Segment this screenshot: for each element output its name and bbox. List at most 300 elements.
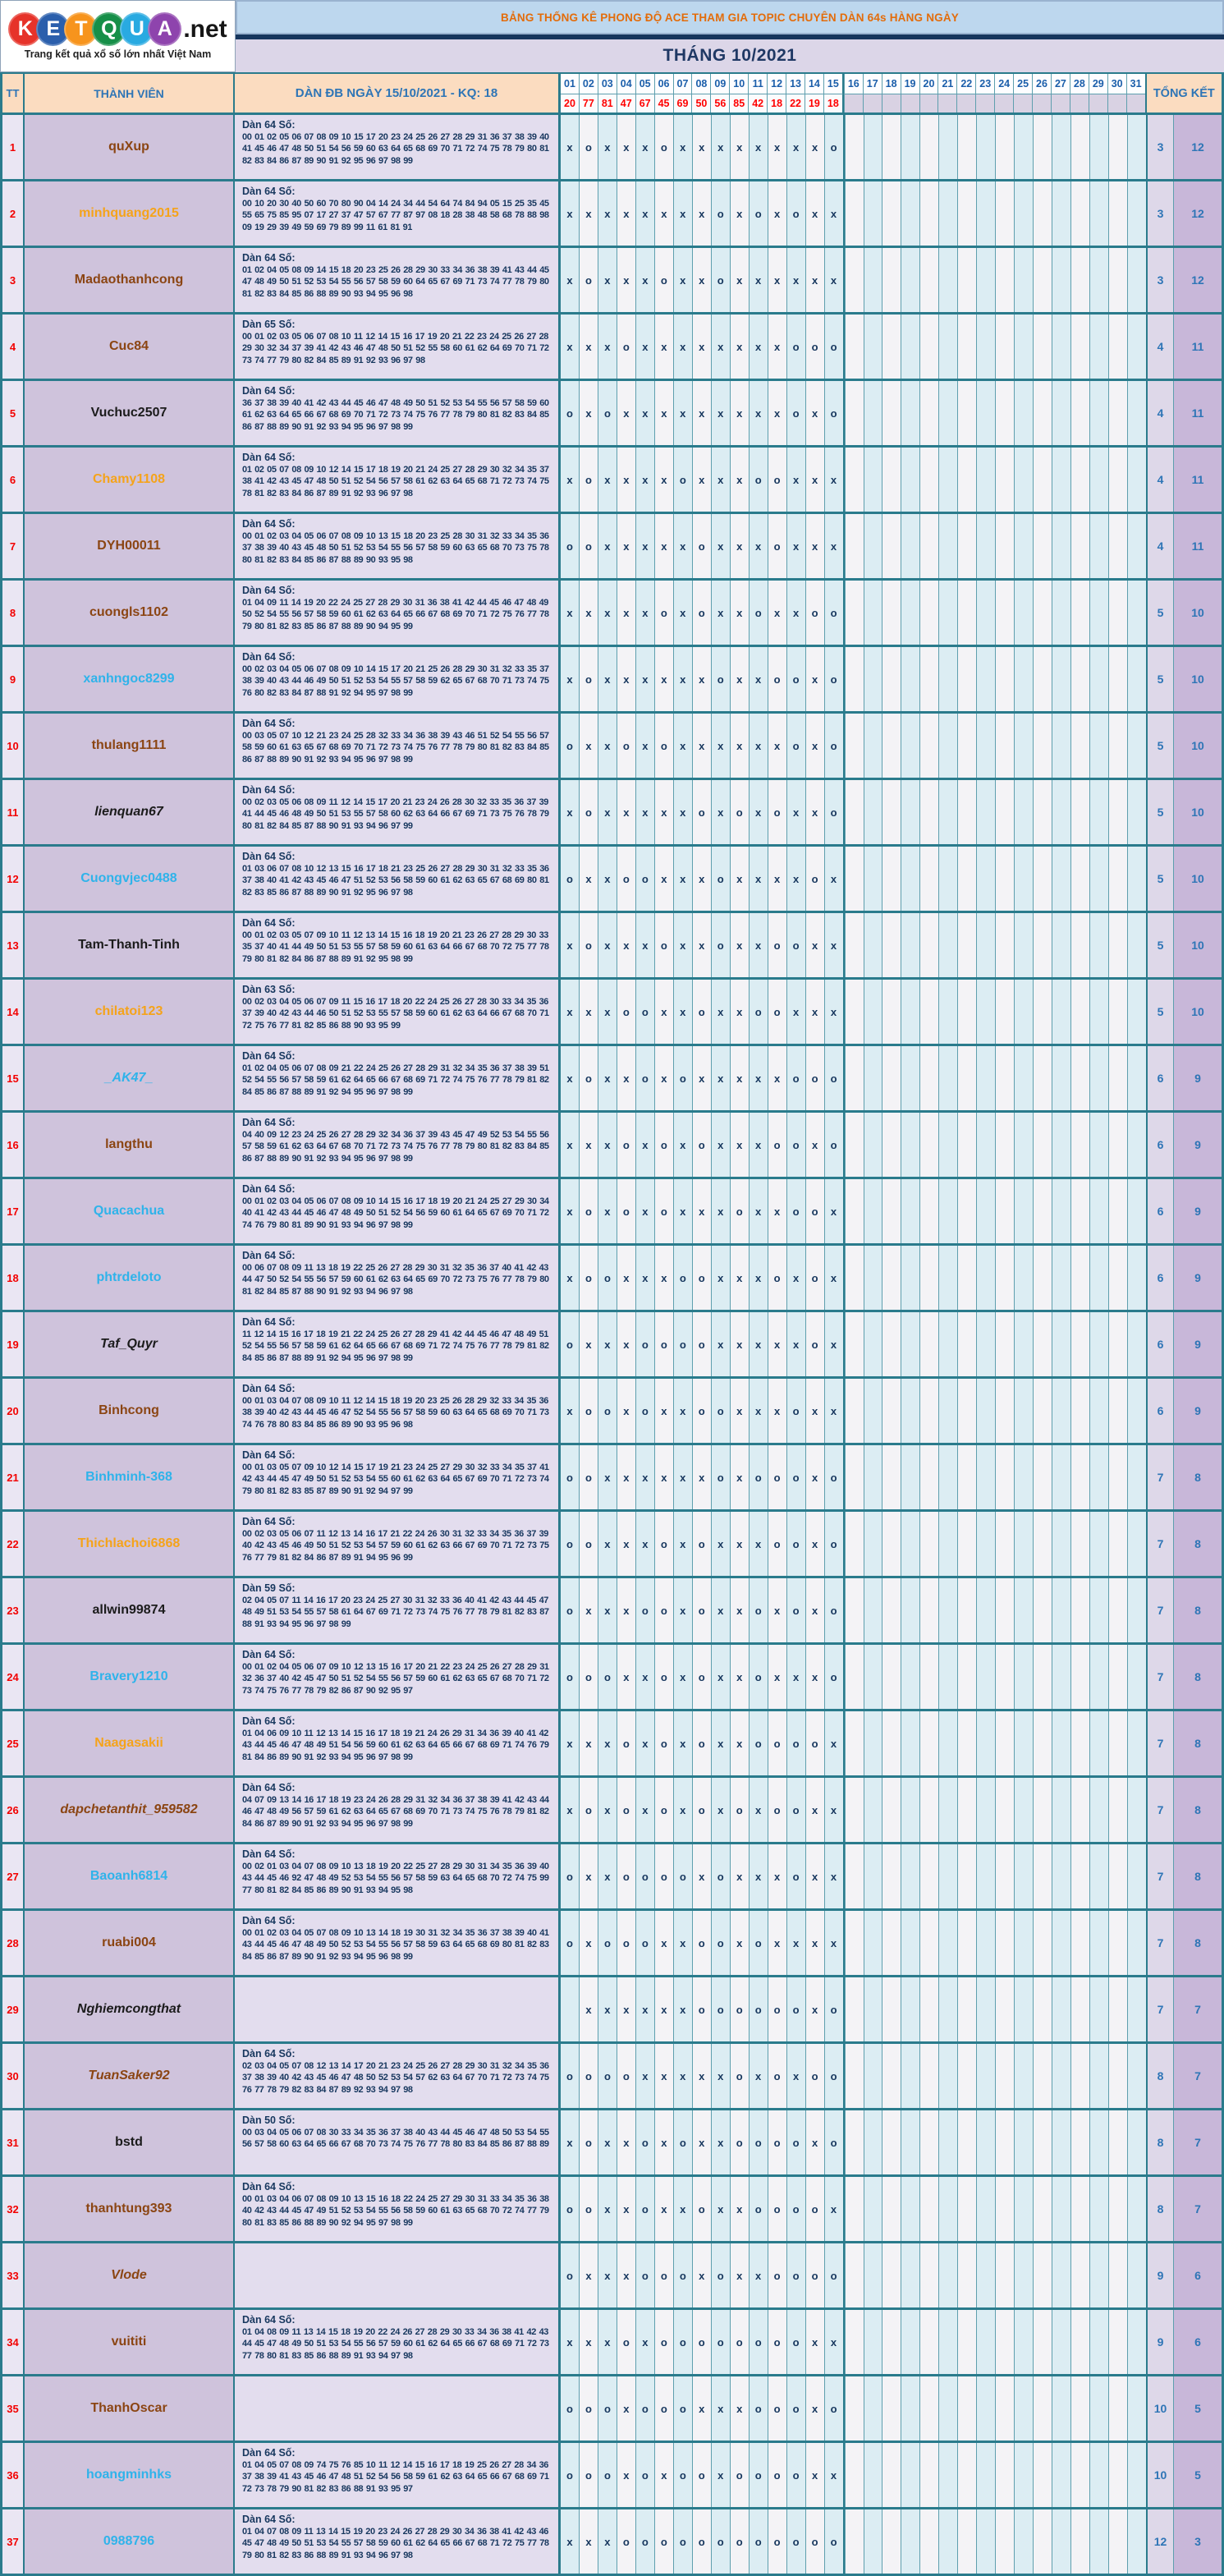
row-index: 26 — [2, 1778, 25, 1842]
mark-cell-day-09: x — [711, 2044, 730, 2108]
total-hit: 10 — [1173, 980, 1222, 1044]
mark-cell-day-21 — [938, 1512, 957, 1576]
table-row — [2, 1046, 1222, 1113]
mark-cell-day-12: o — [768, 514, 786, 578]
table-row — [2, 1911, 1222, 1977]
mark-cell-day-26 — [1033, 2509, 1052, 2574]
mark-cell-day-27 — [1052, 1246, 1070, 1310]
mark-cell-day-25 — [1014, 1578, 1033, 1642]
member-name[interactable]: Nghiemcongthat — [25, 1977, 235, 2041]
mark-cell-day-06: x — [654, 1977, 673, 2041]
mark-cell-day-22 — [957, 315, 976, 379]
member-name[interactable]: lienquan67 — [25, 780, 235, 844]
member-name[interactable]: thulang1111 — [25, 714, 235, 778]
member-name[interactable]: chilatoi123 — [25, 980, 235, 1044]
mark-cell-day-13: x — [786, 448, 805, 512]
member-dan-block — [235, 381, 561, 445]
mark-cell-day-27 — [1052, 714, 1070, 778]
dan-label: Dàn 64 Số: — [242, 518, 296, 530]
mark-cell-day-28 — [1070, 1179, 1089, 1243]
mark-cell-day-13: x — [786, 980, 805, 1044]
mark-cell-day-30 — [1108, 1645, 1127, 1709]
mark-cell-day-14: o — [805, 1711, 824, 1775]
mark-cell-day-10: x — [730, 1911, 749, 1975]
mark-cell-day-10: x — [730, 514, 749, 578]
mark-cell-day-17 — [864, 1911, 882, 1975]
mark-cell-day-20 — [919, 1246, 938, 1310]
dan-label: Dàn 64 Số: — [242, 2447, 296, 2459]
day-marks — [561, 2310, 1146, 2374]
mark-cell-day-10: x — [730, 1445, 749, 1509]
mark-cell-day-22 — [957, 1046, 976, 1110]
mark-cell-day-05: x — [635, 1711, 654, 1775]
mark-cell-day-03: x — [598, 248, 617, 312]
mark-cell-day-19 — [901, 780, 919, 844]
mark-cell-day-20 — [919, 1179, 938, 1243]
mark-cell-day-31 — [1127, 2310, 1146, 2374]
mark-cell-day-11: x — [749, 514, 768, 578]
mark-cell-day-25 — [1014, 1977, 1033, 2041]
mark-cell-day-17 — [864, 1312, 882, 1376]
mark-cell-day-17 — [864, 913, 882, 977]
mark-cell-day-07: x — [673, 181, 692, 246]
table-row — [2, 1246, 1222, 1312]
mark-cell-day-26 — [1033, 2443, 1052, 2507]
row-index: 18 — [2, 1246, 25, 1310]
mark-cell-day-09: x — [711, 1046, 730, 1110]
mark-cell-day-13: o — [786, 1379, 805, 1443]
member-name[interactable]: Madaothanhcong — [25, 248, 235, 312]
total-hit: 9 — [1173, 1246, 1222, 1310]
member-name[interactable]: allwin99874 — [25, 1578, 235, 1642]
mark-cell-day-26 — [1033, 514, 1052, 578]
mark-cell-day-11: x — [749, 381, 768, 445]
member-name[interactable]: langthu — [25, 1113, 235, 1177]
mark-cell-day-22 — [957, 115, 976, 179]
mark-cell-day-10: x — [730, 1844, 749, 1908]
mark-cell-day-18 — [882, 2177, 901, 2241]
mark-cell-day-21 — [938, 115, 957, 179]
mark-cell-day-25 — [1014, 248, 1033, 312]
mark-cell-day-24 — [995, 448, 1014, 512]
mark-cell-day-04: o — [617, 1113, 635, 1177]
mark-cell-day-30 — [1108, 115, 1127, 179]
dan-numbers: 00 01 03 05 07 09 10 12 14 15 17 19 21 23 24 25 27 29 30 32 33 34 35 37 41 42 43 44 45 47 49 50 51 52 53 54 55 60 61 62 63 64 65 67 69 70 71 72 73 74 79 80 81 82 83 85 87 89 90 91 92 94 97 99 — [242, 1462, 549, 1496]
day-result-24 — [994, 94, 1013, 113]
mark-cell-day-10: x — [730, 448, 749, 512]
mark-cell-day-07: x — [673, 1977, 692, 2041]
member-name[interactable]: Taf_Quyr — [25, 1312, 235, 1376]
mark-cell-day-11: x — [749, 780, 768, 844]
mark-cell-day-11: x — [749, 315, 768, 379]
mark-cell-day-16 — [845, 315, 864, 379]
mark-cell-day-18 — [882, 581, 901, 645]
mark-cell-day-31 — [1127, 2376, 1146, 2441]
mark-cell-day-20 — [919, 913, 938, 977]
mark-cell-day-12: x — [768, 1645, 786, 1709]
row-index: 15 — [2, 1046, 25, 1110]
mark-cell-day-02: x — [579, 847, 598, 911]
mark-cell-day-15: x — [824, 980, 845, 1044]
mark-cell-day-27 — [1052, 2310, 1070, 2374]
member-name[interactable]: _AK47_ — [25, 1046, 235, 1110]
total-miss: 7 — [1146, 1977, 1173, 2041]
mark-cell-day-19 — [901, 2376, 919, 2441]
mark-cell-day-11: x — [749, 1113, 768, 1177]
member-name[interactable]: Cuongvjec0488 — [25, 847, 235, 911]
total-miss: 12 — [1146, 2509, 1173, 2574]
mark-cell-day-25 — [1014, 181, 1033, 246]
mark-cell-day-04: x — [617, 1379, 635, 1443]
mark-cell-day-12: o — [768, 1977, 786, 2041]
site-logo[interactable] — [0, 0, 236, 72]
member-name[interactable]: Binhminh-368 — [25, 1445, 235, 1509]
day-marks — [561, 647, 1146, 711]
logo-ball-E: E — [36, 12, 70, 46]
mark-cell-day-14: x — [805, 115, 824, 179]
mark-cell-day-26 — [1033, 780, 1052, 844]
mark-cell-day-31 — [1127, 1977, 1146, 2041]
mark-cell-day-26 — [1033, 581, 1052, 645]
row-index: 37 — [2, 2509, 25, 2574]
mark-cell-day-09: x — [711, 780, 730, 844]
mark-cell-day-20 — [919, 1113, 938, 1177]
member-name[interactable]: Bravery1210 — [25, 1645, 235, 1709]
mark-cell-day-20 — [919, 448, 938, 512]
day-result-13: 22 — [786, 94, 805, 113]
total-hit: 6 — [1173, 2243, 1222, 2307]
mark-cell-day-12: o — [768, 1711, 786, 1775]
mark-cell-day-26 — [1033, 1911, 1052, 1975]
dan-label: Dàn 64 Số: — [242, 1117, 296, 1128]
total-hit: 11 — [1173, 381, 1222, 445]
row-index: 29 — [2, 1977, 25, 2041]
mark-cell-day-18 — [882, 714, 901, 778]
mark-cell-day-29 — [1089, 315, 1108, 379]
mark-cell-day-10: x — [730, 581, 749, 645]
total-hit: 8 — [1173, 1645, 1222, 1709]
mark-cell-day-02: x — [579, 2509, 598, 2574]
mark-cell-day-20 — [919, 2310, 938, 2374]
mark-cell-day-23 — [976, 1645, 995, 1709]
mark-cell-day-06: x — [654, 1911, 673, 1975]
day-header-18: 18 — [882, 74, 901, 94]
member-dan-block — [235, 2376, 561, 2441]
mark-cell-day-29 — [1089, 780, 1108, 844]
table-row — [2, 2243, 1222, 2310]
member-name[interactable]: thanhtung393 — [25, 2177, 235, 2241]
mark-cell-day-13: o — [786, 1179, 805, 1243]
member-name[interactable]: Vuchuc2507 — [25, 381, 235, 445]
mark-cell-day-17 — [864, 980, 882, 1044]
member-name[interactable]: quXup — [25, 115, 235, 179]
mark-cell-day-02: o — [579, 2376, 598, 2441]
mark-cell-day-21 — [938, 1977, 957, 2041]
mark-cell-day-26 — [1033, 1179, 1052, 1243]
mark-cell-day-26 — [1033, 913, 1052, 977]
member-name[interactable]: Cuc84 — [25, 315, 235, 379]
mark-cell-day-08: o — [692, 2310, 711, 2374]
mark-cell-day-11: x — [749, 115, 768, 179]
logo-ball-Q: Q — [92, 12, 126, 46]
mark-cell-day-10: o — [730, 1778, 749, 1842]
member-name[interactable]: ThanhOscar — [25, 2376, 235, 2441]
mark-cell-day-31 — [1127, 1645, 1146, 1709]
day-marks — [561, 1977, 1146, 2041]
day-header-03: 03 — [598, 74, 617, 94]
mark-cell-day-07: o — [673, 1046, 692, 1110]
member-name[interactable]: Vlode — [25, 2243, 235, 2307]
mark-cell-day-16 — [845, 980, 864, 1044]
mark-cell-day-06: x — [654, 514, 673, 578]
dan-label: Dàn 64 Số: — [242, 385, 296, 397]
dan-numbers: 00 01 03 04 06 07 08 09 10 13 15 16 18 22 24 25 27 29 30 31 33 34 35 36 38 40 42 43 44 45 47 49 51 52 53 54 55 56 58 59 60 61 63 65 68 70 72 74 77 79 80 81 83 85 86 88 89 90 92 94 95 97 98 99 — [242, 2194, 549, 2228]
mark-cell-day-04: o — [617, 1911, 635, 1975]
mark-cell-day-11: x — [749, 1778, 768, 1842]
mark-cell-day-12: o — [768, 913, 786, 977]
mark-cell-day-17 — [864, 2110, 882, 2174]
mark-cell-day-24 — [995, 1113, 1014, 1177]
mark-cell-day-30 — [1108, 1512, 1127, 1576]
day-result-03: 81 — [598, 94, 617, 113]
member-name[interactable]: Quacachua — [25, 1179, 235, 1243]
mark-cell-day-02: x — [579, 714, 598, 778]
mark-cell-day-07: o — [673, 1844, 692, 1908]
mark-cell-day-04: o — [617, 1778, 635, 1842]
top-banner — [0, 0, 1224, 72]
mark-cell-day-02: o — [579, 2443, 598, 2507]
member-name[interactable]: phtrdeloto — [25, 1246, 235, 1310]
mark-cell-day-29 — [1089, 1645, 1108, 1709]
mark-cell-day-20 — [919, 1445, 938, 1509]
day-result-02: 77 — [579, 94, 598, 113]
mark-cell-day-29 — [1089, 115, 1108, 179]
day-marks — [561, 2509, 1146, 2574]
total-miss: 5 — [1146, 714, 1173, 778]
member-name[interactable]: Thichlachoi6868 — [25, 1512, 235, 1576]
mark-cell-day-12: o — [768, 780, 786, 844]
mark-cell-day-10: x — [730, 115, 749, 179]
mark-cell-day-13: o — [786, 2443, 805, 2507]
member-name[interactable]: DYH00011 — [25, 514, 235, 578]
day-header-19: 19 — [901, 74, 919, 94]
day-marks — [561, 448, 1146, 512]
day-marks — [561, 1711, 1146, 1775]
member-name[interactable]: xanhngoc8299 — [25, 647, 235, 711]
mark-cell-day-30 — [1108, 780, 1127, 844]
logo-ball-T: T — [64, 12, 98, 46]
mark-cell-day-30 — [1108, 1445, 1127, 1509]
total-miss: 7 — [1146, 1911, 1173, 1975]
dan-label: Dàn 64 Số: — [242, 452, 296, 463]
mark-cell-day-04: x — [617, 2243, 635, 2307]
mark-cell-day-10: x — [730, 1578, 749, 1642]
mark-cell-day-13: x — [786, 1246, 805, 1310]
mark-cell-day-20 — [919, 1578, 938, 1642]
member-name[interactable]: bstd — [25, 2110, 235, 2174]
total-miss: 4 — [1146, 381, 1173, 445]
member-dan-block — [235, 115, 561, 179]
total-miss: 10 — [1146, 2443, 1173, 2507]
mark-cell-day-05: x — [635, 1977, 654, 2041]
member-name[interactable]: ruabi004 — [25, 1911, 235, 1975]
mark-cell-day-22 — [957, 2243, 976, 2307]
mark-cell-day-01: o — [561, 847, 579, 911]
mark-cell-day-02: o — [579, 913, 598, 977]
member-name[interactable]: minhquang2015 — [25, 181, 235, 246]
mark-cell-day-05: o — [635, 847, 654, 911]
mark-cell-day-22 — [957, 780, 976, 844]
mark-cell-day-12: x — [768, 248, 786, 312]
mark-cell-day-18 — [882, 1844, 901, 1908]
mark-cell-day-18 — [882, 2310, 901, 2374]
mark-cell-day-09: o — [711, 1844, 730, 1908]
mark-cell-day-18 — [882, 1711, 901, 1775]
member-name[interactable]: 0988796 — [25, 2509, 235, 2574]
mark-cell-day-30 — [1108, 448, 1127, 512]
mark-cell-day-17 — [864, 2376, 882, 2441]
member-dan-block — [235, 2044, 561, 2108]
mark-cell-day-28 — [1070, 980, 1089, 1044]
table-row — [2, 1445, 1222, 1512]
member-name[interactable]: hoangminhks — [25, 2443, 235, 2507]
total-hit: 9 — [1173, 1046, 1222, 1110]
mark-cell-day-27 — [1052, 1645, 1070, 1709]
mark-cell-day-28 — [1070, 181, 1089, 246]
day-header-26: 26 — [1032, 74, 1051, 94]
mark-cell-day-18 — [882, 448, 901, 512]
day-marks — [561, 2177, 1146, 2241]
member-name[interactable]: Binhcong — [25, 1379, 235, 1443]
day-marks — [561, 913, 1146, 977]
row-index: 8 — [2, 581, 25, 645]
mark-cell-day-25 — [1014, 980, 1033, 1044]
mark-cell-day-13: x — [786, 581, 805, 645]
mark-cell-day-18 — [882, 1179, 901, 1243]
mark-cell-day-29 — [1089, 1711, 1108, 1775]
mark-cell-day-24 — [995, 1046, 1014, 1110]
mark-cell-day-11: x — [749, 1179, 768, 1243]
mark-cell-day-29 — [1089, 980, 1108, 1044]
mark-cell-day-21 — [938, 248, 957, 312]
mark-cell-day-11: x — [749, 647, 768, 711]
member-name[interactable]: cuongls1102 — [25, 581, 235, 645]
day-marks — [561, 181, 1146, 246]
member-name[interactable]: Tam-Thanh-Tinh — [25, 913, 235, 977]
row-index: 23 — [2, 1578, 25, 1642]
total-miss: 3 — [1146, 181, 1173, 246]
mark-cell-day-09: o — [711, 1445, 730, 1509]
mark-cell-day-15: x — [824, 1911, 845, 1975]
total-miss: 7 — [1146, 1512, 1173, 1576]
mark-cell-day-15: o — [824, 1046, 845, 1110]
row-index: 1 — [2, 115, 25, 179]
mark-cell-day-03: x — [598, 980, 617, 1044]
day-marks — [561, 2376, 1146, 2441]
mark-cell-day-10: x — [730, 1512, 749, 1576]
mark-cell-day-15: o — [824, 714, 845, 778]
mark-cell-day-27 — [1052, 2177, 1070, 2241]
member-name[interactable]: Chamy1108 — [25, 448, 235, 512]
mark-cell-day-29 — [1089, 581, 1108, 645]
mark-cell-day-14: o — [805, 1046, 824, 1110]
mark-cell-day-16 — [845, 581, 864, 645]
mark-cell-day-19 — [901, 1246, 919, 1310]
mark-cell-day-24 — [995, 115, 1014, 179]
mark-cell-day-19 — [901, 714, 919, 778]
mark-cell-day-31 — [1127, 1844, 1146, 1908]
mark-cell-day-14: o — [805, 1312, 824, 1376]
mark-cell-day-21 — [938, 1312, 957, 1376]
mark-cell-day-24 — [995, 514, 1014, 578]
mark-cell-day-27 — [1052, 1578, 1070, 1642]
mark-cell-day-14: x — [805, 448, 824, 512]
member-name[interactable]: dapchetanthit_959582 — [25, 1778, 235, 1842]
mark-cell-day-24 — [995, 714, 1014, 778]
mark-cell-day-30 — [1108, 2443, 1127, 2507]
mark-cell-day-17 — [864, 2243, 882, 2307]
mark-cell-day-20 — [919, 1844, 938, 1908]
dan-label: Dàn 64 Số: — [242, 651, 296, 663]
mark-cell-day-10: o — [730, 2310, 749, 2374]
mark-cell-day-14: x — [805, 2110, 824, 2174]
row-index: 32 — [2, 2177, 25, 2241]
header-right — [236, 0, 1224, 72]
total-miss: 6 — [1146, 1312, 1173, 1376]
mark-cell-day-09: x — [711, 1578, 730, 1642]
day-header-17: 17 — [863, 74, 882, 94]
mark-cell-day-21 — [938, 315, 957, 379]
mark-cell-day-25 — [1014, 1179, 1033, 1243]
mark-cell-day-16 — [845, 1911, 864, 1975]
mark-cell-day-30 — [1108, 1711, 1127, 1775]
mark-cell-day-22 — [957, 2310, 976, 2374]
mark-cell-day-03: x — [598, 2310, 617, 2374]
mark-cell-day-27 — [1052, 1113, 1070, 1177]
mark-cell-day-13: o — [786, 1113, 805, 1177]
member-name[interactable]: vuititi — [25, 2310, 235, 2374]
mark-cell-day-05: x — [635, 2044, 654, 2108]
col-header-member: THÀNH VIÊN — [25, 74, 235, 112]
mark-cell-day-17 — [864, 1645, 882, 1709]
mark-cell-day-15: o — [824, 1645, 845, 1709]
member-dan-block — [235, 315, 561, 379]
mark-cell-day-28 — [1070, 2443, 1089, 2507]
mark-cell-day-05: o — [635, 1046, 654, 1110]
mark-cell-day-21 — [938, 2177, 957, 2241]
mark-cell-day-30 — [1108, 381, 1127, 445]
member-name[interactable]: Baoanh6814 — [25, 1844, 235, 1908]
mark-cell-day-11: o — [749, 2509, 768, 2574]
mark-cell-day-08: o — [692, 780, 711, 844]
table-row — [2, 2177, 1222, 2243]
mark-cell-day-07: x — [673, 1911, 692, 1975]
mark-cell-day-28 — [1070, 1911, 1089, 1975]
total-hit: 7 — [1173, 1977, 1222, 2041]
mark-cell-day-14: x — [805, 1911, 824, 1975]
total-hit: 10 — [1173, 581, 1222, 645]
mark-cell-day-07: x — [673, 913, 692, 977]
member-name[interactable]: Naagasakii — [25, 1711, 235, 1775]
mark-cell-day-22 — [957, 1645, 976, 1709]
mark-cell-day-23 — [976, 1379, 995, 1443]
day-marks — [561, 381, 1146, 445]
member-name[interactable]: TuanSaker92 — [25, 2044, 235, 2108]
mark-cell-day-11: o — [749, 1977, 768, 2041]
mark-cell-day-23 — [976, 2044, 995, 2108]
mark-cell-day-29 — [1089, 1046, 1108, 1110]
mark-cell-day-19 — [901, 381, 919, 445]
